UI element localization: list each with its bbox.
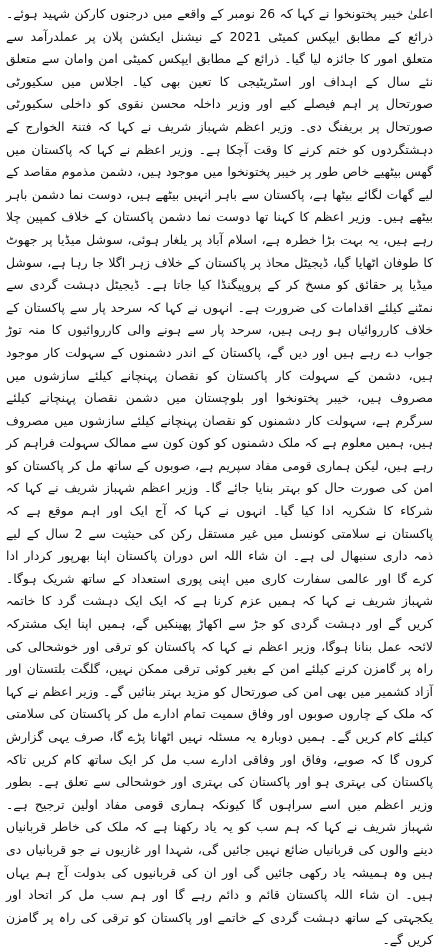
article-paragraph: اعلیٰ خیبر پختونخوا نے کہا کہ 26 نومبر کے واقعے میں درجنوں کارکن شہید ہوئے۔ ذرائع کے مطابق ایپکس کمیٹی 2021 کے نیشنل ایکشن پلان پر عملدرآمد سے متعلق امور کا جائزہ لیا گیا۔ ذرائع کے مطابق ایپکس کمیٹی امن وامان سے متعلق نئے سال کے اہداف اور اسٹریٹیجی کا تعین بھی کیا۔ اجلاس میں سکیورٹی صورتحال پر اہم فیصلے کیے اور وزیر داخلہ محسن نقوی کو داخلی سکیورٹی صورتحال پر بریفنگ دی۔ وزیر اعظم شہباز شریف نے کہا کہ فتنۃ الخوارج کے دہشتگردوں کو ختم کرنے کا وقت آچکا ہے۔ وزیر اعظم نے کہا کہ پاکستان میں گھس بیٹھیے خاص طور پر خیبر پختونخوا میں موجود ہیں، دشمن مذموم مقاصد کے لیے گھات لگائے بیٹھا ہے، پاکستان سے باہر انہیں بیٹھے ہیں، دوست نما دشمن باہر بیٹھے ہیں۔ وزیر اعظم کا کہنا تھا دوست نما دشمن پاکستان کے خلاف کمپین چلا رہے ہیں، یہ بہت بڑا خطرہ ہے، اسلام آباد پر یلغار ہوئی، سوشل میڈیا پر جھوٹ کا طوفان اٹھایا گیا، ڈیجیٹل محاذ پر پاکستان کے خلاف زہر اگلا جا رہا ہے، سوشل میڈیا پر حقائق کو مسخ کر کے پروپیگنڈا کیا جاتا ہے۔ ڈیجیٹل دہشت گردی سے نمٹنے کیلئے اقدامات کی ضرورت ہے۔ انہوں نے کہا کہ سرحد پار سے پاکستان کے خلاف کارروائیاں ہو رہی ہیں، سرحد پار سے ہونے والی کارروائیوں کا منہ توڑ جواب دے رہے ہیں اور دیں گے، پاکستان کے اندر دشمنوں کے سہولت کار موجود ہیں، دشمن کے سہولت کار پاکستان کو نقصان پہنچانے کیلئے سازشوں میں مصروف ہیں، خیبر پختونخوا اور بلوچستان میں دشمن نقصان پہنچانے کیلئے سرگرم ہے، سہولت کار دشمنوں کو نقصان پہنچانے کیلئے سازشوں میں مصروف ہیں، ہمیں معلوم ہے کہ ملک دشمنوں کو کون کون سے ممالک سہولت فراہم کر رہے ہیں، لیکن ہماری قومی مفاد سپریم ہے، صوبوں کے ساتھ مل کر پاکستان کو امن کی صورت حال کو بہتر بنایا جائے گا۔ وزیر اعظم شہباز شریف نے کہا کہ شرکاء کا شکریہ ادا کیا گیا۔ انہوں نے کہا کہ آج ایک اور اہم موقع ہے کہ پاکستان نے سلامتی کونسل میں غیر مستقل رکن کی حیثیت سے 2 سال کے لیے ذمہ داری سنبھال لی ہے۔ ان شاء اللہ اس دوران پاکستان اپنا بھرپور کردار ادا کرے گا اور عالمی سفارت کاری میں اپنی پوری استعداد کے ساتھ شریک ہوگا۔ شہباز شریف نے کہا کہ ہمیں عزم کرنا ہے کہ ایک ایک دہشت گرد کا خاتمہ کریں گے اور دہشت گردی کو جڑ سے اکھاڑ پھینکیں گے، ہمیں اپنا ایک مشترکہ لائحہ عمل بنانا ہوگا، وزیر اعظم نے کہا کہ پاکستان کو ترقی اور خوشحالی کی راہ پر گامزن کرنے کیلئے امن کے بغیر کوئی ترقی ممکن نہیں، گلگت بلتستان اور آزاد کشمیر میں بھی امن کی صورتحال کو مزید بہتر بنائیں گے۔ وزیر اعظم نے کہا کہ ملک کے چاروں صوبوں اور وفاق سمیت تمام ادارے مل کر پاکستان کی سلامتی کیلئے کام کریں گے۔ ہمیں دوبارہ یہ مسئلہ نہیں اٹھانا پڑے گا، صرف یہی گزارش کروں گا کہ صوبے، وفاق اور وفاقی ادارے سب مل کر ایک ساتھ کام کریں تاکہ پاکستان کی بہتری ہو اور پاکستان کی بہتری اور خوشحالی سے تعلق ہے۔ بطور وزیر اعظم میں اسے سراہوں گا کیونکہ ہماری قومی مفاد اولین ترجیح ہے۔ شہباز شریف نے کہا کہ ہم سب کو یہ یاد رکھنا ہے کہ ملک کی خاطر قربانیاں دینے والوں کی قربانیاں ضائع نہیں جائیں گی، شہدا اور غازیوں نے جو قربانیاں دی ہیں وہ ہمیشہ یاد رکھی جائیں گی اور ان کی قربانیوں کی بدولت آج ہم یہاں ہیں۔ ان شاء اللہ پاکستان قائم و دائم رہے گا اور ہم سب مل کر اتحاد اور یکجہتی کے ساتھ دہشت گردی کے خاتمے اور پاکستان کو ترقی کی راہ پر گامزن کریں گے۔	[6, 6, 433, 948]
article-body	[6, 3, 433, 952]
